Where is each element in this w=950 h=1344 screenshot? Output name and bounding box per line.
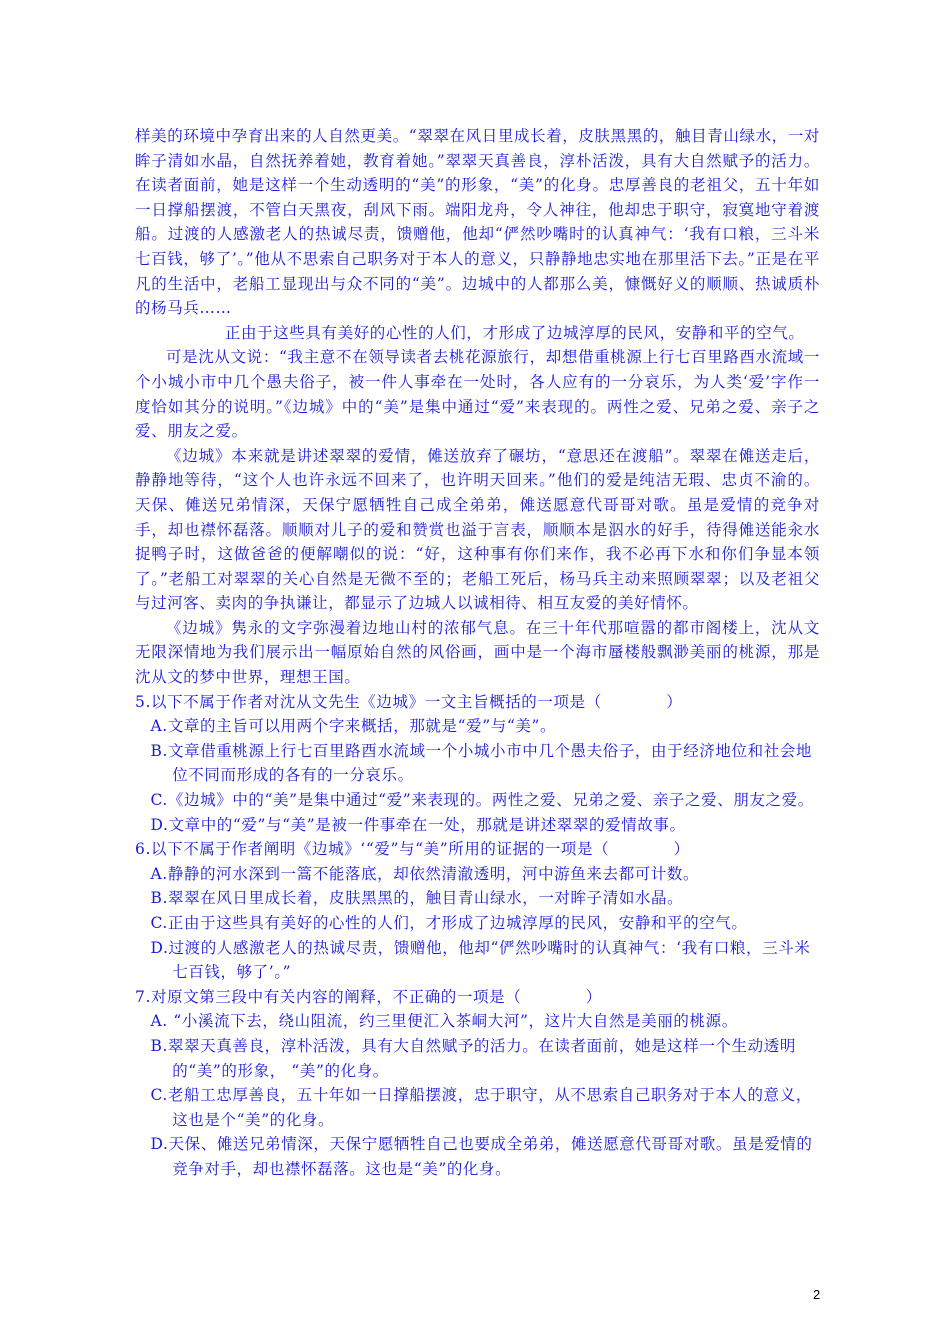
option-d: D.天保、傩送兄弟情深，天保宁愿牺牲自己也要成全弟弟，傩送愿意代哥哥对歌。虽是爱情的竞争对手，却也襟怀磊落。这也是“美”的化身。: [150, 1135, 813, 1178]
option-b: B.翠翠天真善良，淳朴活泼，具有大自然赋予的活力。在读者面前，她是这样一个生动透明的“美”的形象， “美”的化身。: [150, 1036, 796, 1080]
document-page: [135, 124, 820, 1182]
passage-paragraph-4: 《边城》本来就是讲述翠翠的爱情，傩送放弃了碾坊，“意思还在渡船”。翠翠在傩送走后，静静地等待，“这个人也许永远不回来了，也许明天回来。”他们的爱是纯洁无瑕、忠贞不渝的。天保、傩送兄弟情深，天保宁愿牺牲自己成全弟弟，傩送愿意代哥哥对歌。虽是爱情的竞争对手，却也襟怀磊落。顺顺对儿子的爱和赞赏也溢于言表，顺顺本是泅水的好手，待得傩送能汆水捉鸭子时，这做爸爸的便解嘲似的说：“好，这种事有你们来作，我不必再下水和你们争显本领了。”老船工对翠翠的关心自然是无微不至的；老船工死后，杨马兵主动来照顾翠翠；以及老祖父与过河客、卖肉的争执谦让，都显示了边城人以诚相待、相互友爱的美好情怀。: [135, 446, 820, 613]
option-a: A. “小溪流下去，绕山阻流，约三里便汇入茶峒大河”，这片大自然是美丽的桃源。: [150, 1012, 738, 1031]
question-stem: 7.对原文第三段中有关内容的阐释，不正确的一项是（ ）: [135, 987, 602, 1006]
passage-paragraph-3: 可是沈从文说：“我主意不在领导读者去桃花源旅行，却想借重桃源上行七百里路酉水流域一个小城小市中几个愚夫俗子，被一件人事牵在一处时，各人应有的一分哀乐，为人类‘爱’字作一度恰如其分的说明。”《边城》中的“美”是集中通过“爱”来表现的。两性之爱、兄弟之爱、亲子之爱、朋友之爱。: [135, 348, 820, 441]
passage-paragraph-2: 正由于这些具有美好的心性的人们，才形成了边城淳厚的民风，安静和平的空气。: [224, 323, 805, 342]
question-6: [135, 837, 820, 985]
passage-paragraph-5: 《边城》隽永的文字弥漫着边地山村的浓郁气息。在三十年代那喧嚣的都市阁楼上，沈从文无限深情地为我们展示出一幅原始自然的风俗画，画中是一个海市蜃楼般飘渺美丽的桃源，那是沈从文的梦中世界，理想王国。: [135, 618, 820, 687]
question-stem: 6.以下不属于作者阐明《边城》‘“爱”与“美”所用的证据的一项是（ ）: [135, 840, 690, 859]
option-d: D.文章中的“爱”与“美”是被一件事牵在一处，那就是讲述翠翠的爱情故事。: [150, 815, 686, 834]
option-b: B.文章借重桃源上行七百里路酉水流域一个小城小市中几个愚夫俗子，由于经济地位和社会地位不同而形成的各有的一分哀乐。: [150, 741, 813, 785]
option-d: D.过渡的人感激老人的热诚尽责，馈赠他，他却“俨然吵嘴时的认真神气：‘我有口粮，三斗米七百钱，够了’。”: [150, 938, 811, 982]
question-7: [135, 985, 820, 1182]
passage-paragraph-1: 样美的环境中孕育出来的人自然更美。“翠翠在风日里成长着，皮肤黑黑的，触目青山绿水，一对眸子清如水晶，自然抚养着她，教育着她。”翠翠天真善良，淳朴活泼，具有大自然赋予的活力。在读者面前，她是这样一个生动透明的“美”的形象，“美”的化身。忠厚善良的老祖父，五十年如一日撑船摆渡，不管白天黑夜，刮风下雨。端阳龙舟，令人神往，他却忠于职守，寂寞地守着渡船。过渡的人感激老人的热诚尽责，馈赠他，他却“俨然吵嘴时的认真神气：‘我有口粮，三斗米七百钱，够了’。”他从不思索自己职务对于本人的意义，只静静地忠实地在那里活下去。”正是在平凡的生活中，老船工显现出与众不同的“美”。边城中的人都那么美，慷慨好义的顺顺、热诚质朴的杨马兵……: [135, 127, 820, 318]
option-c: C.老船工忠厚善良，五十年如一日撑船摆渡，忠于职守，从不思索自己职务对于本人的意义，这也是个“美”的化身。: [150, 1086, 812, 1129]
question-stem: 5.以下不属于作者对沈从文先生《边城》一文主旨概括的一项是（ ）: [135, 692, 683, 711]
option-a: A.静静的河水深到一篙不能落底，却依然清澈透明，河中游鱼来去都可计数。: [150, 864, 700, 883]
option-a: A.文章的主旨可以用两个字来概括，那就是“爱”与“美”。: [150, 717, 557, 736]
option-c: C.《边城》中的“美”是集中通过“爱”来表现的。两性之爱、兄弟之爱、亲子之爱、朋友之爱。: [150, 791, 814, 810]
page-number: 2: [813, 1287, 821, 1302]
option-c: C.正由于这些具有美好的心性的人们，才形成了边城淳厚的民风，安静和平的空气。: [150, 914, 748, 932]
question-5: [135, 690, 820, 838]
option-b: B.翠翠在风日里成长着，皮肤黑黑的，触目青山绿水，一对眸子清如水晶。: [150, 889, 684, 908]
